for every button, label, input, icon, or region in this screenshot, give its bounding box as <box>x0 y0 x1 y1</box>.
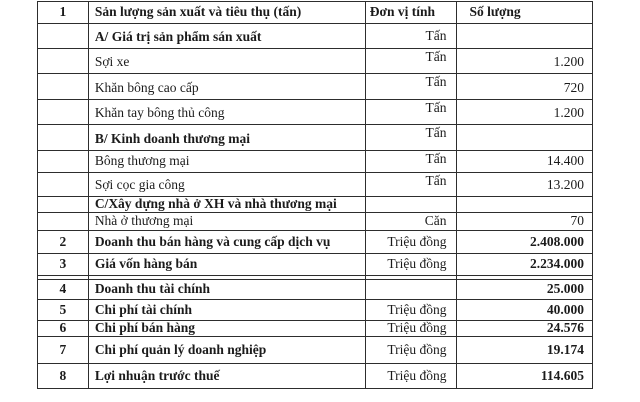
row-description-cell: Khăn bông cao cấp <box>89 74 366 99</box>
row-unit-cell: Triệu đồng <box>366 337 458 363</box>
row-quantity-cell: 720 <box>563 79 584 95</box>
row-quantity-cell: 1.200 <box>553 53 584 69</box>
row-description-cell: Sợi xe <box>89 49 366 73</box>
table-row <box>38 364 592 388</box>
row-description-cell: Lợi nhuận trước thuế <box>89 364 366 388</box>
row-no-cell <box>38 173 89 196</box>
row-description-cell: Giá vốn hàng bán <box>89 254 366 275</box>
row-no-cell <box>38 213 89 230</box>
row-unit-cell: Tấn <box>366 49 458 73</box>
row-no-cell <box>38 49 89 73</box>
row-quantity-cell <box>457 197 592 212</box>
table-row <box>38 49 592 74</box>
table-row <box>38 24 592 49</box>
row-unit-cell: Tấn <box>366 100 458 124</box>
row-no-cell: 7 <box>38 337 89 363</box>
row-description-cell: Chi phí bán hàng <box>89 321 366 336</box>
row-quantity-cell <box>457 24 592 48</box>
row-no-cell <box>38 125 89 150</box>
table-header-row <box>38 2 592 24</box>
row-no-cell: 8 <box>38 364 89 388</box>
header-unit: Đơn vị tính <box>366 2 458 23</box>
row-unit-cell: Tấn <box>366 24 458 48</box>
table-row <box>38 280 592 300</box>
row-unit-cell: Căn <box>366 213 458 230</box>
row-no-cell <box>38 74 89 99</box>
table-row <box>38 231 592 254</box>
row-description-cell: Bông thương mại <box>89 151 366 172</box>
row-quantity-cell: 19.174 <box>546 341 584 357</box>
row-quantity-cell: 70 <box>570 213 584 229</box>
row-description-cell: Sợi cọc gia công <box>89 173 366 196</box>
row-unit-cell: Triệu đồng <box>366 364 458 388</box>
row-no-cell: 3 <box>38 254 89 275</box>
row-description-cell: Nhà ở thương mại <box>89 213 366 230</box>
row-description-cell: Chi phí quản lý doanh nghiệp <box>89 337 366 363</box>
header-no: 1 <box>38 2 89 23</box>
table-row <box>38 100 592 125</box>
row-no-cell: 5 <box>38 300 89 320</box>
row-unit-cell: Tấn <box>366 173 458 196</box>
header-description: Sản lượng sản xuất và tiêu thụ (tấn) <box>89 2 366 23</box>
table-row <box>38 151 592 173</box>
row-quantity-cell: 2.408.000 <box>529 233 584 249</box>
header-quantity: Số lượng <box>469 4 521 20</box>
row-quantity-cell: 40.000 <box>546 301 584 317</box>
row-description-cell: Doanh thu bán hàng và cung cấp dịch vụ <box>89 231 366 253</box>
row-unit-cell: Triệu đồng <box>366 321 458 336</box>
table-row <box>38 321 592 337</box>
spacer-cell <box>366 276 458 279</box>
row-no-cell: 6 <box>38 321 89 336</box>
row-unit-cell: Tấn <box>366 151 458 172</box>
row-no-cell <box>38 100 89 124</box>
table-row <box>38 125 592 151</box>
table-row <box>38 173 592 197</box>
row-quantity-cell: 2.234.000 <box>529 256 584 272</box>
table-row <box>38 254 592 276</box>
row-no-cell: 4 <box>38 280 89 299</box>
financial-table <box>37 1 593 389</box>
row-description-cell: B/ Kinh doanh thương mại <box>89 125 366 150</box>
row-unit-cell <box>366 197 458 212</box>
row-description-cell: Chi phí tài chính <box>89 300 366 320</box>
spacer-cell <box>38 276 89 279</box>
row-unit-cell: Triệu đồng <box>366 254 458 275</box>
row-description-cell: Doanh thu tài chính <box>89 280 366 299</box>
row-no-cell <box>38 197 89 212</box>
row-quantity-cell: 25.000 <box>546 281 584 297</box>
row-description-cell: A/ Giá trị sản phẩm sán xuất <box>89 24 366 48</box>
row-quantity-cell: 1.200 <box>553 104 584 120</box>
row-unit-cell: Triệu đồng <box>366 231 458 253</box>
table-row <box>38 213 592 231</box>
table-row <box>38 74 592 100</box>
row-unit-cell: Tấn <box>366 74 458 99</box>
spacer-cell <box>457 276 592 279</box>
row-quantity-cell: 13.200 <box>546 176 584 192</box>
row-no-cell: 2 <box>38 231 89 253</box>
row-quantity-cell: 24.576 <box>546 320 584 336</box>
row-quantity-cell <box>457 125 592 150</box>
row-unit-cell: Tấn <box>366 125 458 150</box>
row-quantity-cell: 14.400 <box>546 152 584 168</box>
row-description-cell: Khăn tay bông thủ công <box>89 100 366 124</box>
row-quantity-cell: 114.605 <box>540 367 584 383</box>
row-no-cell <box>38 151 89 172</box>
table-row <box>38 197 592 213</box>
row-unit-cell <box>366 280 458 299</box>
row-description-cell: C/Xây dựng nhà ở XH và nhà thương mại <box>89 197 366 212</box>
table-row <box>38 300 592 321</box>
spacer-cell <box>89 276 366 279</box>
row-unit-cell: Triệu đồng <box>366 300 458 320</box>
row-no-cell <box>38 24 89 48</box>
table-row <box>38 337 592 364</box>
